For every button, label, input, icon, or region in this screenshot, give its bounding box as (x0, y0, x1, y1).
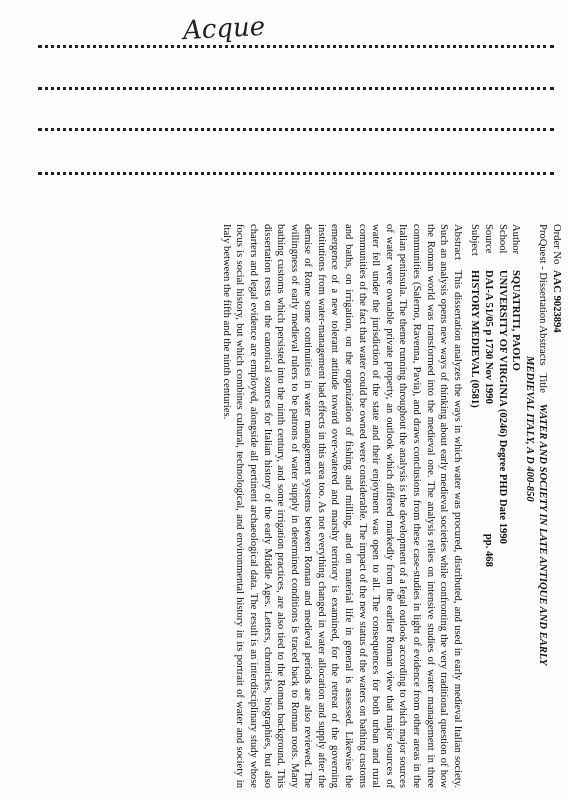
dissertation-record (45, 212, 569, 792)
author-row (509, 224, 523, 788)
abstract-label: Abstract (451, 224, 463, 260)
school-value: UNIVERSITY OF VIRGINIA (0246) Degree PHD Date 1990 (496, 270, 508, 544)
source-label: Source (483, 224, 495, 254)
order-row (549, 224, 563, 788)
title-line-2: MEDIEVAL ITALY, A D 400-850 (523, 356, 535, 502)
title-line-1: WATER AND SOCIETY IN LATE ANTIQUE AND EARLY (537, 403, 549, 666)
author-value: SQUATRITI, PAOLO (510, 270, 522, 371)
blank-dotted-line-3 (38, 128, 554, 131)
subject-value: HISTORY MEDIEVAL (0581) (469, 270, 481, 408)
school-row (495, 224, 509, 788)
subject-row (468, 224, 482, 788)
order-label: Order No (551, 224, 562, 265)
blank-dotted-line-2 (38, 87, 554, 90)
blank-dotted-line-4 (38, 172, 554, 175)
author-label: Author (510, 224, 522, 255)
abstract-text: This dissertation analyzes the ways in which water was procured, distributed, and used in early medieval Italian society. Such an analysis opens new ways of thinking about early medieval societies while confronting the very traditional question of how the Roman world was transformed into the medieval one. The analysis relies on intensive studies of water management in three communities (Salerno, Ravenna, Pavia), and draws conclusions from these case-studies in light of evidence from other areas in the Italian peninsula. The theme running throughout the analysis is the development of a legal outlook according to which major sources of water were ownable private property, an outlook which differed markedly from the earlier Roman view that major sources of water fell under the jurisdiction of the state and their enjoyment was open to all. The consequences for both urban and rural communities of the fact that water could be owned were considerable. The impact of the new status of the waters on bathing customs and baths, on irrigation, on the organization of fishing and milling, and on material life in general is assessed. Likewise the emergence of a new tolerant attitude toward over-watered and marshy territory is examined, for the retreat of the governing institutions from water-management had effects in this area too. As not everything changed in water allocation and supply after the demise of Rome some continuities in water management systems between Roman and medieval periods are also reviewed. The willingness of early medieval rulers to be patrons of water supply in determined conditions is traced back to Roman roots. Many bathing customs which persisted into the ninth century, and some irrigation practices, are also tied to the Roman background. This dissertation rests on the canonical sources for Italian history of the early Middle Ages. Letters, chronicles, biographies, but also charters and legal evidence are employed, alongside all pertinent archaeological data. The result is an interdisciplinary study whose focus is social history, but which combines cultural, technological, and environmental history in its portrait of water and society in Italy between the fifth and the ninth centuries. (220, 224, 463, 788)
blank-dotted-line-1 (38, 45, 554, 48)
pages-value: pp. 468 (483, 533, 495, 567)
handwritten-note: Acque (182, 11, 266, 47)
title-row (536, 224, 550, 788)
abstract (219, 224, 464, 788)
proquest-label: ProQuest - Dissertation Abstracts (537, 224, 549, 366)
source-value: DAI-A 51/05 p 1730 Nov 1990 (483, 270, 495, 404)
subject-label: Subject (469, 224, 481, 256)
school-label: School (496, 224, 508, 254)
order-value: AAC 9023894 (551, 270, 562, 333)
title-label: Title (537, 373, 549, 393)
source-row (481, 224, 495, 788)
